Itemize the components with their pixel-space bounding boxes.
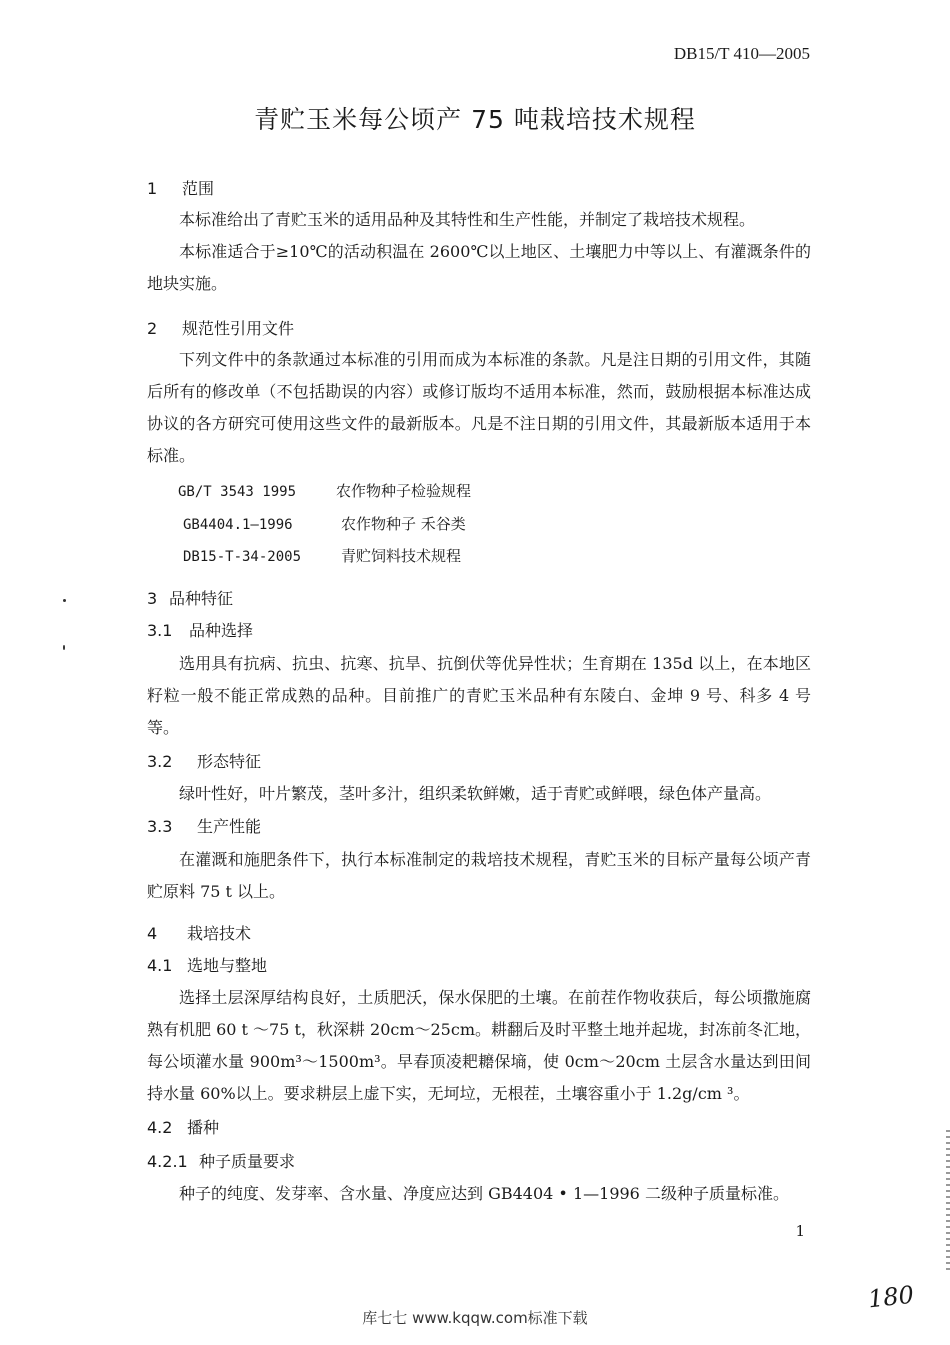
reference-name: 农作物种子检验规程 [336,482,472,500]
standard-code: DB15/T 410—2005 [673,44,810,63]
section-3-1-paragraph: 选用具有抗病、抗虫、抗寒、抗旱、抗倒伏等优异性状；生育期在 135d 以上，在本地区籽粒一般不能正常成熟的品种。目前推广的青贮玉米品种有东陵白、金坤 9 号、科多 4 号等。 [147,654,811,737]
section-title: 栽培技术 [187,924,252,943]
document-title: 青贮玉米每公顷产 75 吨栽培技术规程 [254,105,696,134]
reference-name: 青贮饲料技术规程 [341,547,462,565]
section-title: 选地与整地 [187,956,268,975]
reference-item [183,545,461,566]
section-number: 3.1 [147,621,173,640]
section-title: 范围 [182,179,215,198]
section-4-2-1-paragraph: 种子的纯度、发芽率、含水量、净度应达到 GB4404 • 1—1996 二级种子质量标准。 [179,1184,789,1203]
section-title: 品种选择 [189,621,254,640]
section-number: 4.1 [147,956,173,975]
watermark-footer: 库七七 www.kqqw.com标准下载 [362,1309,588,1327]
section-3-heading [147,586,233,609]
scan-speck [63,599,66,602]
section-title: 形态特征 [197,752,262,771]
section-4-2-1-heading [147,1149,295,1172]
section-number: 3 [147,589,158,608]
section-2-heading [147,316,294,339]
section-3-2-paragraph: 绿叶性好，叶片繁茂，茎叶多汁，组织柔软鲜嫩，适于青贮或鲜喂，绿色体产量高。 [179,784,772,803]
section-number: 4.2.1 [147,1152,188,1171]
section-3-1-heading [147,618,253,641]
section-3-2-heading [147,749,261,772]
scan-speck [63,645,65,650]
reference-name: 农作物种子 禾谷类 [341,515,466,533]
section-title: 播种 [187,1118,220,1137]
section-number: 4 [147,924,158,943]
reference-code: GB4404.1—1996 [183,517,293,533]
section-title: 品种特征 [169,589,234,608]
reference-code: GB/T 3543 1995 [178,484,297,500]
section-number: 4.2 [147,1118,173,1137]
section-number: 3.3 [147,817,173,836]
section-3-3-heading [147,814,261,837]
scan-edge-noise [946,1130,950,1270]
section-number: 3.2 [147,752,173,771]
section-4-1-paragraph: 选择土层深厚结构良好，土质肥沃，保水保肥的土壤。在前茬作物收获后，每公顷撒施腐熟有机肥 60 t ～75 t，秋深耕 20cm～25cm。耕翻后及时平整土地并起垅，封冻前冬汇地，每公顷灌水量 900m³～1500m³。早春顶凌耙耱保墒，使 0cm～20cm 土层含水量达到田间持水量 60%以上。要求耕层上虚下实，无坷垃，无根茬，土壤容重小于 1.2g/cm ³。 [147,988,811,1103]
section-2-paragraph: 下列文件中的条款通过本标准的引用而成为本标准的条款。凡是注日期的引用文件，其随后所有的修改单（不包括勘误的内容）或修订版均不适用本标准，然而，鼓励根据本标准达成协议的各方研究可使用这些文件的最新版本。凡是不注日期的引用文件，其最新版本适用于本标准。 [147,350,811,465]
section-4-2-heading [147,1115,219,1138]
section-title: 生产性能 [197,817,262,836]
section-4-1-heading [147,953,267,976]
section-1-paragraph-1: 本标准给出了青贮玉米的适用品种及其特性和生产性能，并制定了栽培技术规程。 [179,210,756,229]
section-title: 种子质量要求 [199,1152,296,1171]
handwritten-note: 180 [866,1280,916,1314]
section-title: 规范性引用文件 [182,319,295,338]
page-number: 1 [795,1222,805,1240]
section-3-3-paragraph: 在灌溉和施肥条件下，执行本标准制定的栽培技术规程，青贮玉米的目标产量每公顷产青贮原料 75 t 以上。 [147,850,811,901]
section-1-paragraph-2: 本标准适合于≥10℃的活动积温在 2600℃以上地区、土壤肥力中等以上、有灌溉条件的地块实施。 [147,242,811,293]
reference-item [178,480,471,501]
reference-item [183,513,466,534]
section-number: 1 [147,179,158,198]
section-1-heading [147,176,214,199]
section-4-heading [147,921,251,944]
reference-code: DB15-T-34-2005 [183,549,302,565]
section-number: 2 [147,319,158,338]
